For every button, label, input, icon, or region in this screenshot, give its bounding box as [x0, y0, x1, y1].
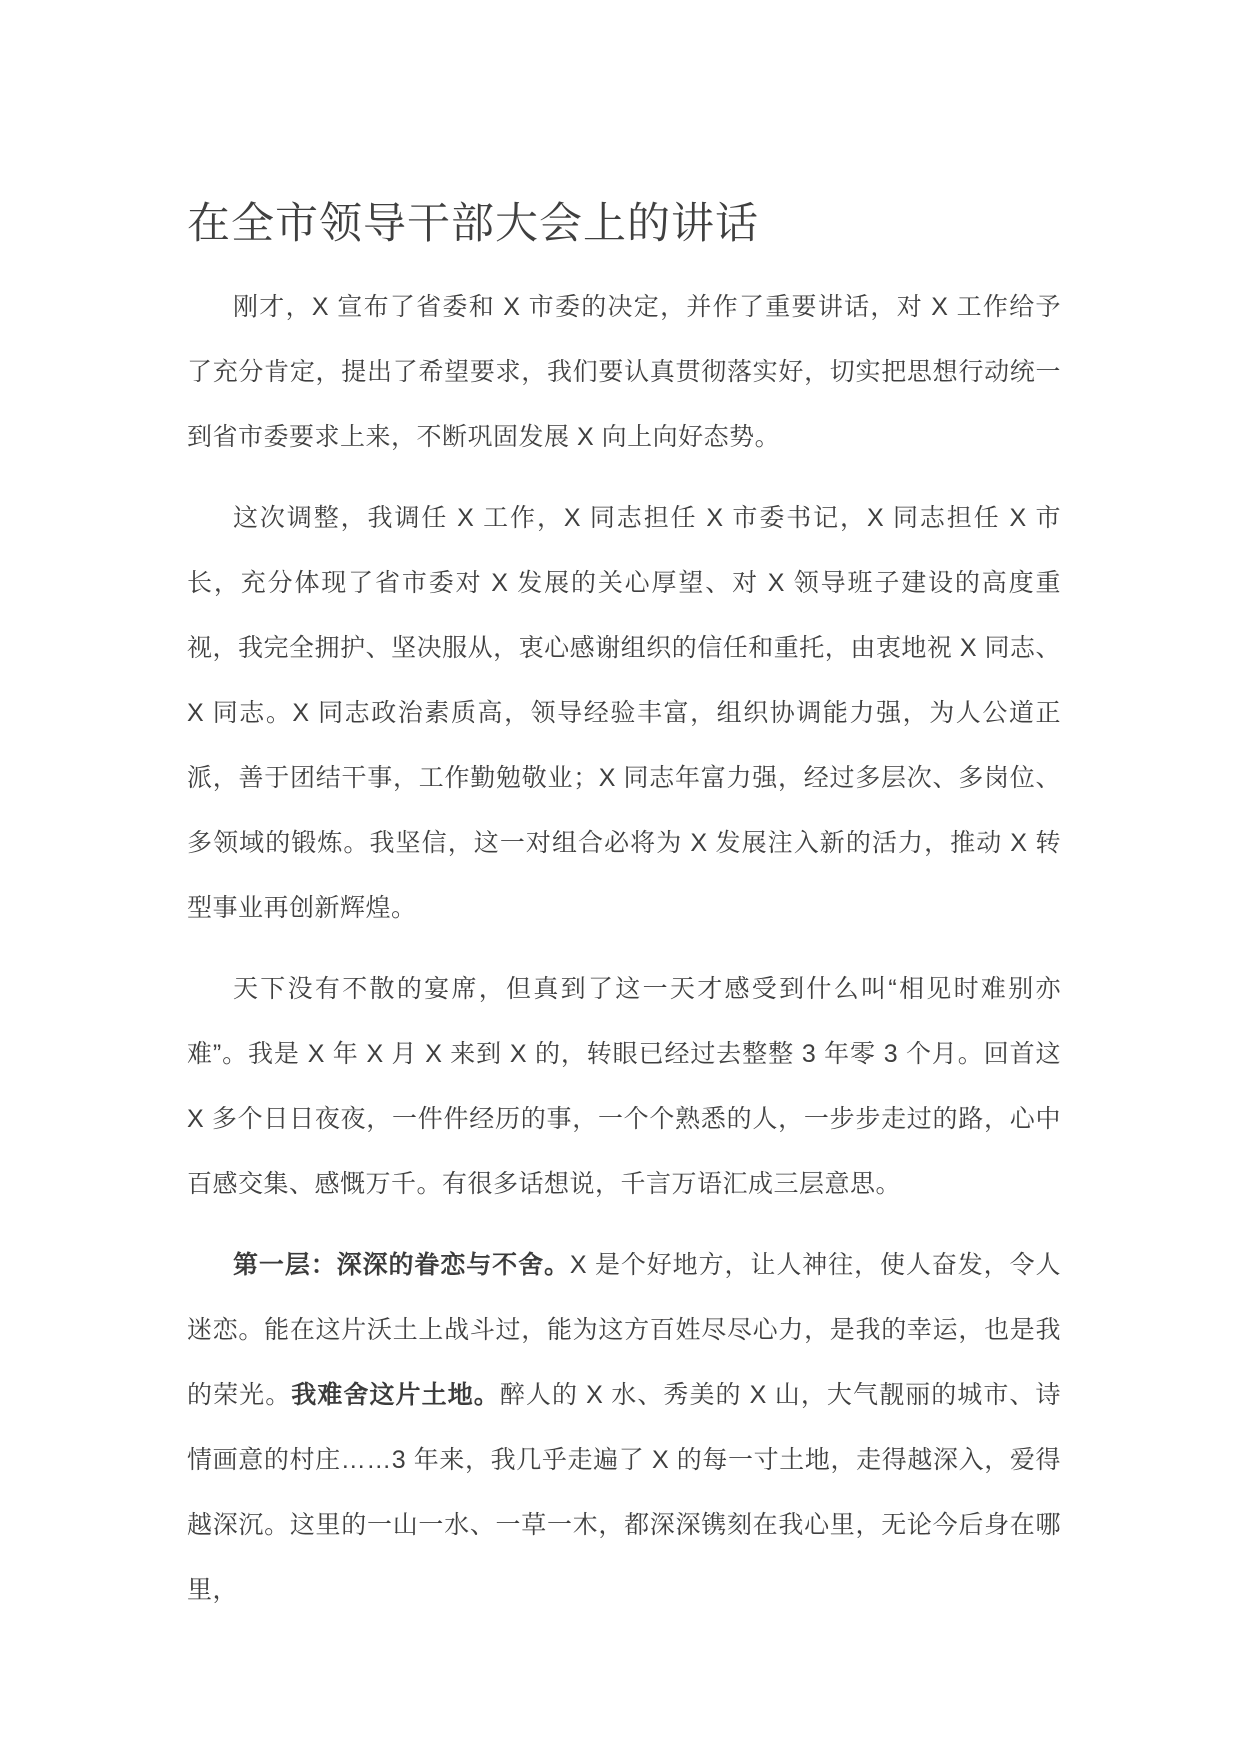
paragraph-1: 刚才，X 宣布了省委和 X 市委的决定，并作了重要讲话，对 X 工作给予了充分肯定，提出了希望要求，我们要认真贯彻落实好，切实把思想行动统一到省市委要求上来，不断巩固发展 X 向上向好态势。	[187, 293, 1061, 451]
paragraph-4-text-c: 醉人的 X 水、秀美的 X 山，大气靓丽的城市、诗情画意的村庄……3 年来，我几乎走遍了 X 的每一寸土地，走得越深入，爱得越深沉。这里的一山一水、一草一木，都深深镌刻在我心里，无论今后身在哪里，	[187, 1381, 1061, 1604]
paragraph-4-text-a: X 是个好地方，让人神往，使人奋发，令人迷恋。能在这片沃土上战斗过，能为这方百姓尽尽心力，是我的幸运，也是我的荣光。	[187, 1251, 1061, 1409]
paragraph-4	[187, 1233, 1061, 1623]
paragraph-4-heading-bold-run: 第一层：深深的眷恋与不舍。	[233, 1251, 570, 1279]
paragraph-3: 天下没有不散的宴席，但真到了这一天才感受到什么叫“相见时难别亦难”。我是 X 年 X 月 X 来到 X 的，转眼已经过去整整 3 年零 3 个月。回首这 X 多个日日夜夜，一件件经历的事，一个个熟悉的人，一步步走过的路，心中百感交集、感慨万千。有很多话想说，千言万语汇成三层意思。	[187, 975, 1061, 1198]
paragraph-4-emphasis-bold-run: 我难舍这片土地。	[291, 1381, 500, 1409]
document-title: 在全市领导干部大会上的讲话	[187, 200, 759, 248]
paragraph-2: 这次调整，我调任 X 工作，X 同志担任 X 市委书记，X 同志担任 X 市长，充分体现了省市委对 X 发展的关心厚望、对 X 领导班子建设的高度重视，我完全拥护、坚决服从，衷心感谢组织的信任和重托，由衷地祝 X 同志、X 同志。X 同志政治素质高，领导经验丰富，组织协调能力强，为人公道正派，善于团结干事，工作勤勉敬业；X 同志年富力强，经过多层次、多岗位、多领域的锻炼。我坚信，这一对组合必将为 X 发展注入新的活力，推动 X 转型事业再创新辉煌。	[187, 504, 1061, 922]
